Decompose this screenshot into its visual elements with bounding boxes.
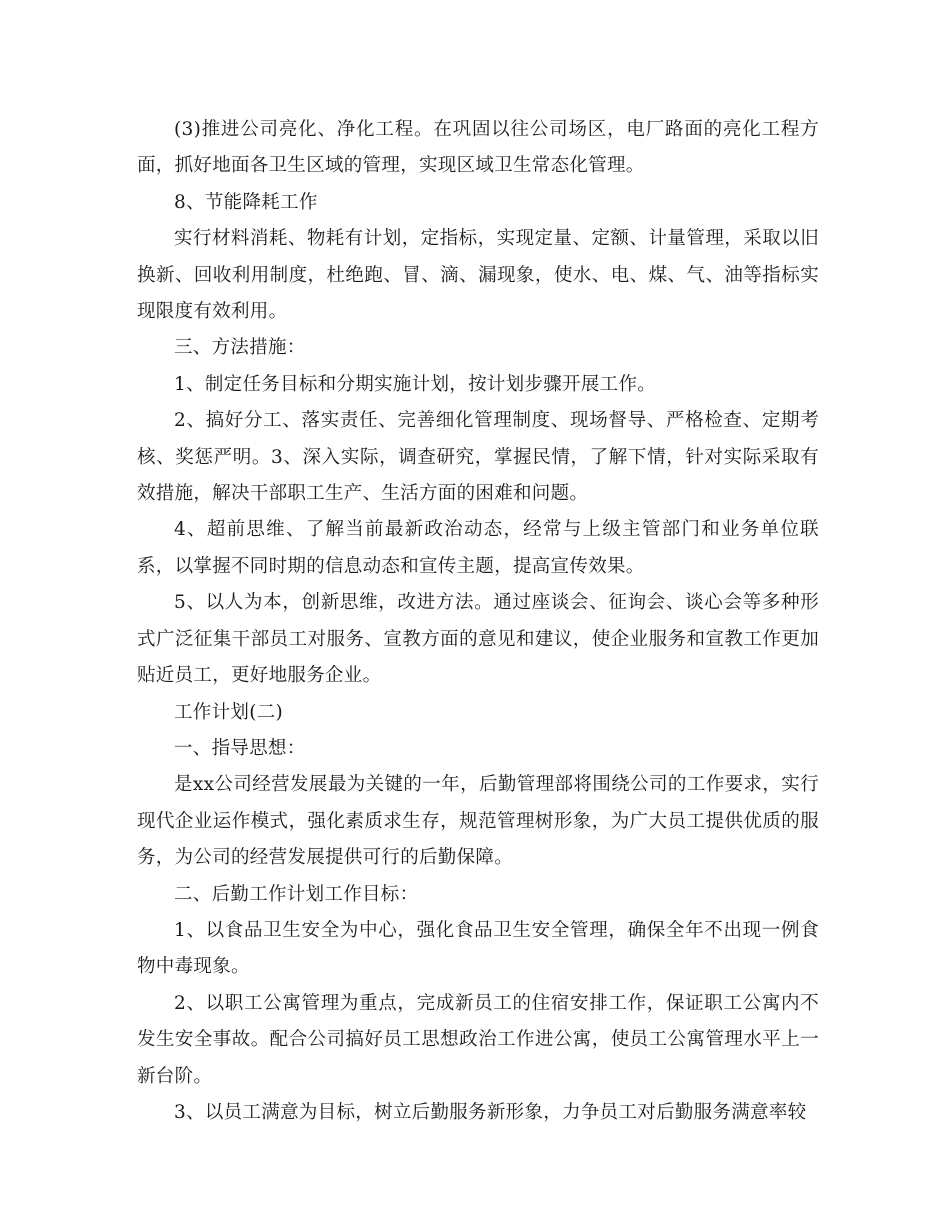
paragraph-goal-1: 1、以食品卫生安全为中心，强化食品卫生安全管理，确保全年不出现一例食物中毒现象。: [137, 919, 819, 978]
heading-logistics-goals: 二、后勤工作计划工作目标：: [174, 883, 419, 905]
heading-guiding-ideology: 一、指导思想：: [174, 737, 306, 759]
paragraph-material-consumption: 实行材料消耗、物耗有计划，定指标，实现定量、定额、计量管理，采取以旧换新、回收利用制度，杜绝跑、冒、滴、漏现象，使水、电、煤、气、油等指标实现限度有效利用。: [137, 228, 819, 323]
heading-energy-saving: 8、节能降耗工作: [174, 191, 318, 213]
paragraph-goal-3: 3、以员工满意为目标，树立后勤服务新形象，力争员工对后勤服务满意率较: [174, 1101, 807, 1123]
paragraph-guiding-ideology: 是xx公司经营发展最为关键的一年，后勤管理部将围绕公司的工作要求，实行现代企业运作模式，强化素质求生存，规范管理树形象，为广大员工提供优质的服务，为公司的经营发展提供可行的后勤保障。: [137, 774, 819, 869]
paragraph-method-5: 5、以人为本，创新思维，改进方法。通过座谈会、征询会、谈心会等多种形式广泛征集干部员工对服务、宣教方面的意见和建议，使企业服务和宣教工作更加贴近员工，更好地服务企业。: [137, 592, 819, 687]
document-body: [137, 112, 819, 1131]
heading-work-plan-2: 工作计划(二): [174, 701, 284, 723]
paragraph-method-4: 4、超前思维、了解当前最新政治动态，经常与上级主管部门和业务单位联系，以掌握不同时期的信息动态和宣传主题，提高宣传效果。: [137, 519, 819, 577]
heading-methods: 三、方法措施：: [174, 337, 306, 359]
paragraph-method-2-3: 2、搞好分工、落实责任、完善细化管理制度、现场督导、严格检查、定期考核、奖惩严明。3、深入实际，调查研究，掌握民情，了解下情，针对实际采取有效措施，解决干部职工生产、生活方面的困难和问题。: [137, 410, 819, 505]
paragraph-3-beautification: (3)推进公司亮化、净化工程。在巩固以往公司场区，电厂路面的亮化工程方面，抓好地面各卫生区域的管理，实现区域卫生常态化管理。: [137, 119, 819, 177]
paragraph-method-1: 1、制定任务目标和分期实施计划，按计划步骤开展工作。: [174, 373, 657, 395]
paragraph-goal-2: 2、以职工公寓管理为重点，完成新员工的住宿安排工作，保证职工公寓内不发生安全事故。配合公司搞好员工思想政治工作进公寓，使员工公寓管理水平上一新台阶。: [137, 992, 819, 1087]
